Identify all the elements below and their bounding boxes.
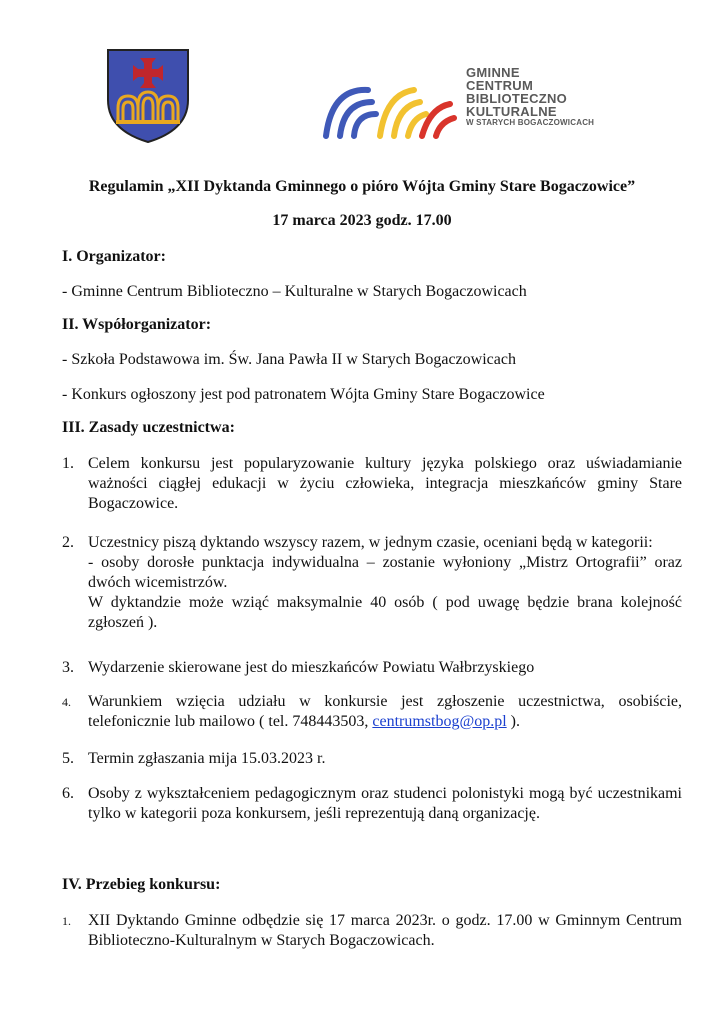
organizer-heading: I. Organizator:: [62, 248, 166, 265]
gcbk-logo-text: [466, 66, 626, 128]
logo-line: CENTRUM: [466, 78, 534, 93]
list-number: 1.: [62, 455, 74, 472]
list-item: [62, 454, 682, 514]
list-item: [62, 658, 682, 678]
list-item: [62, 749, 682, 769]
logo-line: KULTURALNE: [466, 104, 557, 119]
coat-of-arms-icon: [104, 46, 192, 144]
coorganizer-heading: II. Współorganizator:: [62, 316, 212, 333]
list-text: - osoby dorosłe punktacja indywidualna – zostanie wyłoniony „Mistrz Ortografii” oraz dwóch wicemistrzów.: [88, 554, 682, 591]
coorganizer-text-1: - Szkoła Podstawowa im. Św. Jana Pawła II w Starych Bogaczowicach: [62, 351, 516, 368]
list-text-tail: ).: [506, 713, 520, 730]
logo-line: GMINNE: [466, 65, 520, 80]
list-text: Uczestnicy piszą dyktando wszyscy razem, w jednym czasie, oceniani będą w kategorii:: [88, 534, 653, 551]
organizer-text: - Gminne Centrum Biblioteczno – Kulturalne w Starych Bogaczowicach: [62, 283, 527, 300]
coorganizer-text-2: - Konkurs ogłoszony jest pod patronatem Wójta Gminy Stare Bogaczowice: [62, 386, 545, 403]
list-number: 6.: [62, 785, 74, 802]
list-text: Osoby z wykształceniem pedagogicznym oraz studenci polonistyki mogą być uczestnikami tylko w kategorii poza konkursem, jeśli reprezentują daną organizację.: [88, 785, 682, 822]
list-text: Wydarzenie skierowane jest do mieszkańców Powiatu Wałbrzyskiego: [88, 659, 535, 676]
logo-line: BIBLIOTECZNO: [466, 91, 568, 106]
list-number: 5.: [62, 750, 74, 767]
course-heading: IV. Przebieg konkursu:: [62, 876, 221, 893]
email-link[interactable]: centrumstbog@op.pl: [372, 713, 507, 730]
list-number: 3.: [62, 659, 74, 676]
list-text: Termin zgłaszania mija 15.03.2023 r.: [88, 750, 326, 767]
list-item: [62, 692, 682, 732]
list-text: W dyktandzie może wziąć maksymalnie 40 osób ( pod uwagę będzie brana kolejność zgłoszeń ).: [88, 594, 682, 631]
document-date: 17 marca 2023 godz. 17.00: [272, 212, 452, 229]
list-item: [62, 533, 682, 633]
list-text: Warunkiem wzięcia udziału w konkursie jest zgłoszenie uczestnictwa, osobiście, telefonicznie lub mailowo ( tel. 748443503,: [88, 693, 682, 730]
rules-heading: III. Zasady uczestnictwa:: [62, 419, 235, 436]
list-text: XII Dyktando Gminne odbędzie się 17 marca 2023r. o godz. 17.00 w Gminnym Centrum Biblioteczno-Kulturalnym w Starych Bogaczowicach.: [88, 912, 682, 949]
list-number: 1.: [62, 914, 71, 928]
gcbk-logo-icon: [322, 78, 460, 140]
list-item: [62, 784, 682, 824]
list-text: Celem konkursu jest popularyzowanie kultury języka polskiego oraz uświadamianie ważności ciągłej edukacji w życiu człowieka, integracja mieszkańców gminy Stare Bogaczowice.: [88, 455, 682, 512]
document-title: Regulamin „XII Dyktanda Gminnego o pióro Wójta Gminy Stare Bogaczowice”: [88, 178, 636, 195]
logo-subline: W STARYCH BOGACZOWICACH: [466, 118, 595, 127]
list-number: 2.: [62, 534, 74, 551]
list-item: [62, 911, 682, 951]
list-number: 4.: [62, 695, 71, 709]
